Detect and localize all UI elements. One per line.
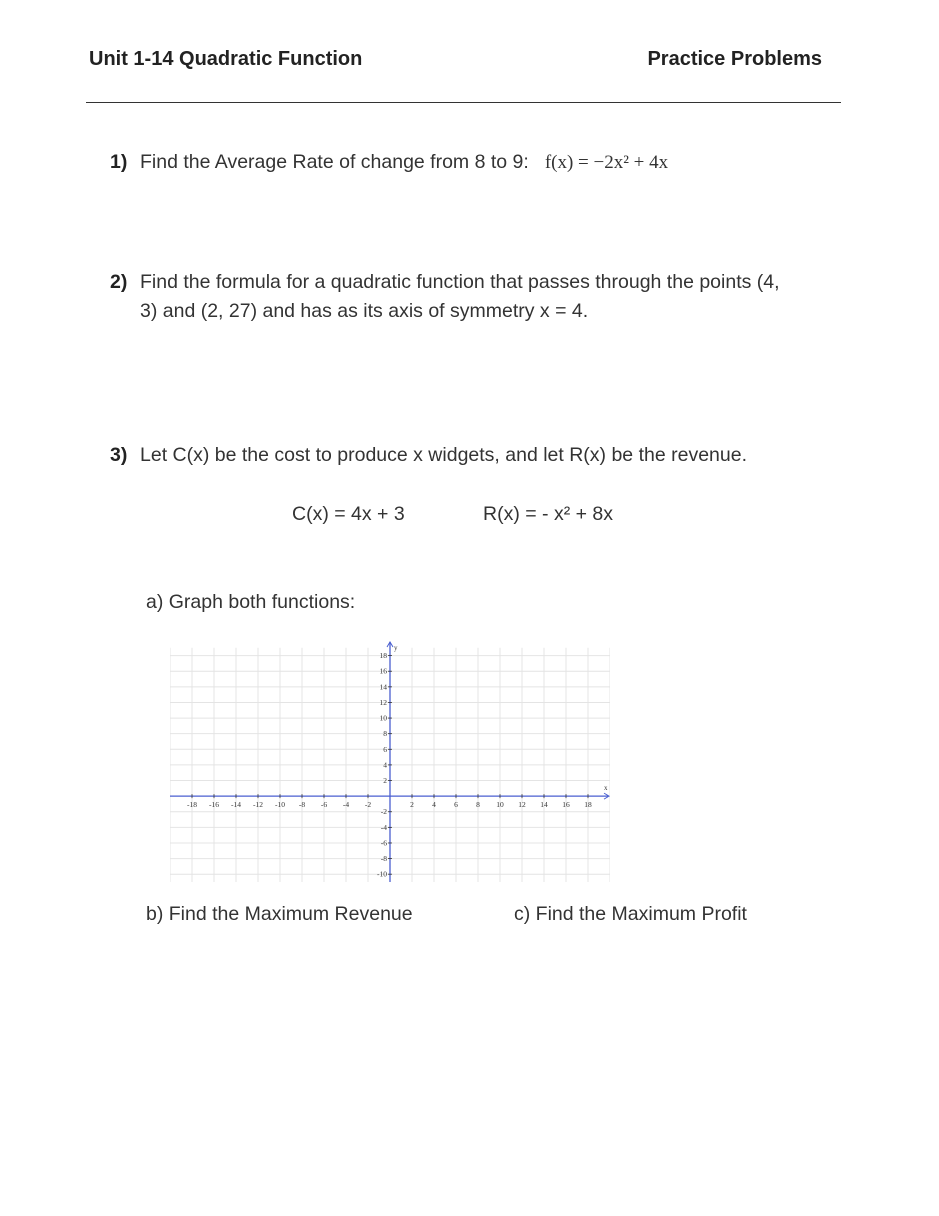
header-divider bbox=[86, 102, 841, 103]
x-tick-label: 16 bbox=[562, 800, 570, 810]
x-axis-label: x bbox=[604, 784, 608, 793]
y-tick-label: -8 bbox=[380, 854, 387, 864]
cost-function: C(x) = 4x + 3 bbox=[292, 503, 405, 525]
x-tick-label: -2 bbox=[364, 800, 372, 810]
y-tick-label: 4 bbox=[383, 760, 387, 770]
y-tick-label: 2 bbox=[383, 776, 387, 786]
x-tick-label: 10 bbox=[496, 800, 504, 810]
coordinate-grid bbox=[170, 640, 610, 882]
problem-2-number: 2) bbox=[110, 271, 128, 293]
x-tick-label: -6 bbox=[320, 800, 328, 810]
problem-1-text: Find the Average Rate of change from 8 to 9: bbox=[140, 151, 529, 173]
x-tick-label: -16 bbox=[209, 800, 219, 810]
part-c-label: c) Find the Maximum Profit bbox=[514, 903, 747, 925]
y-tick-label: 6 bbox=[383, 744, 387, 754]
x-tick-label: -10 bbox=[275, 800, 285, 810]
y-tick-label: 12 bbox=[379, 697, 387, 707]
y-tick-label: -2 bbox=[380, 807, 387, 817]
x-tick-label: -12 bbox=[253, 800, 263, 810]
problem-2-text-line-2: 3) and (2, 27) and has as its axis of symmetry x = 4. bbox=[140, 300, 589, 322]
x-tick-label: 12 bbox=[518, 800, 526, 810]
y-tick-label: 10 bbox=[379, 713, 387, 723]
y-tick-label: -4 bbox=[380, 822, 387, 832]
problem-1-number: 1) bbox=[110, 151, 128, 173]
y-tick-label: 16 bbox=[379, 666, 387, 676]
x-tick-label: 8 bbox=[476, 800, 480, 810]
x-tick-label: 18 bbox=[584, 800, 592, 810]
part-a-label: a) Graph both functions: bbox=[146, 591, 356, 613]
x-tick-label: -18 bbox=[187, 800, 197, 810]
x-tick-label: -14 bbox=[231, 800, 241, 810]
y-axis-label: y bbox=[394, 644, 398, 652]
x-tick-label: 6 bbox=[454, 800, 458, 810]
worksheet-subtitle: Practice Problems bbox=[647, 48, 822, 70]
x-tick-label: 14 bbox=[540, 800, 548, 810]
y-tick-label: -10 bbox=[377, 869, 387, 879]
y-tick-label: 14 bbox=[379, 682, 387, 692]
x-tick-label: 2 bbox=[410, 800, 414, 810]
y-tick-label: 8 bbox=[383, 729, 387, 739]
problem-3-number: 3) bbox=[110, 444, 128, 466]
problem-1 bbox=[110, 148, 668, 177]
worksheet-title: Unit 1-14 Quadratic Function bbox=[89, 48, 363, 70]
x-tick-label: -4 bbox=[342, 800, 350, 810]
problem-3-text: Let C(x) be the cost to produce x widgets, and let R(x) be the revenue. bbox=[140, 444, 747, 466]
revenue-function: R(x) = - x² + 8x bbox=[483, 503, 614, 525]
problem-3 bbox=[110, 441, 747, 470]
part-b-label: b) Find the Maximum Revenue bbox=[146, 903, 413, 925]
problem-2 bbox=[110, 268, 780, 326]
y-tick-label: -6 bbox=[380, 838, 387, 848]
x-tick-label: 4 bbox=[432, 800, 436, 810]
problem-1-formula: f(x) = −2x² + 4x bbox=[544, 152, 669, 173]
problem-2-text-line-1: Find the formula for a quadratic function that passes through the points (4, bbox=[140, 271, 780, 293]
x-tick-label: -8 bbox=[298, 800, 306, 810]
y-tick-label: 18 bbox=[379, 651, 387, 661]
